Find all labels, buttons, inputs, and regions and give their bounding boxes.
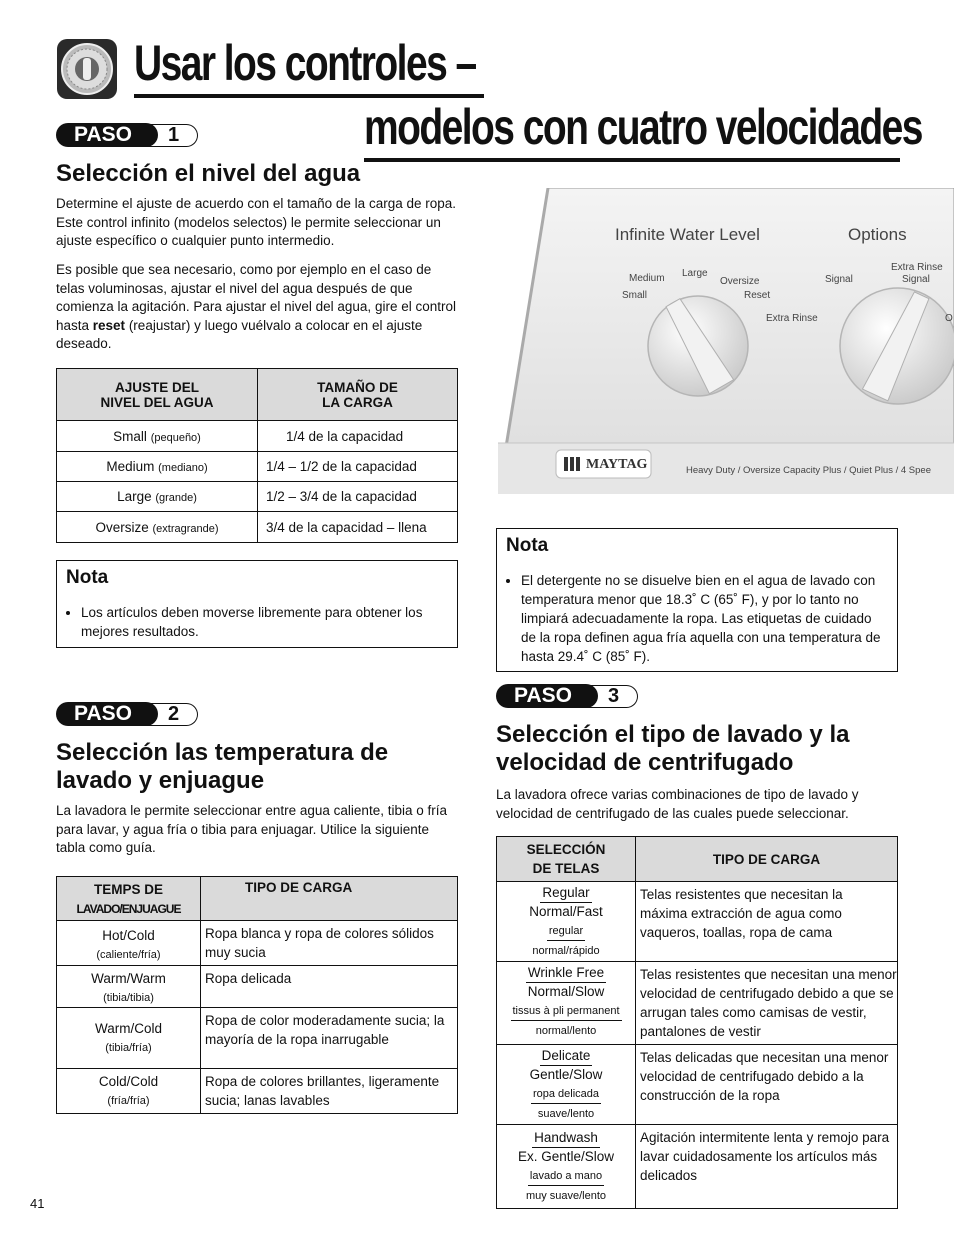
table-row: Medium (mediano) 1/4 – 1/2 de la capacidad xyxy=(57,452,458,482)
table-row: Small (pequeño) 1/4 de la capacidad xyxy=(57,421,458,452)
step1-para2 xyxy=(56,261,458,354)
temperature-table xyxy=(56,876,458,1114)
table-row: Large (grande) 1/2 – 3/4 de la capacidad xyxy=(57,482,458,512)
panel-label-extra-rinse: Extra Rinse xyxy=(766,313,818,324)
col-header-temps: TEMPS DE LAVADO/ENJUAGUE xyxy=(57,877,201,921)
table-row: Regular Normal/Fast regular normal/rápido Telas resistentes que necesitan la máxima extracción de agua como vaqueros, toallas, ropa de cama xyxy=(497,882,898,962)
panel-label-medium: Medium xyxy=(629,273,665,284)
note-box-temperature xyxy=(496,528,898,672)
step3-para: La lavadora ofrece varias combinaciones de tipo de lavado y velocidad de centrifugado de las cuales puede seleccionar. xyxy=(496,787,859,821)
paso-1-badge xyxy=(56,123,198,147)
paso-label: PASO xyxy=(496,684,586,708)
table-row: Delicate Gentle/Slow ropa delicada suave/lento Telas delicadas que necesitan una menor velocidad de centrifugado debido a la construcción de la ropa xyxy=(497,1045,898,1125)
step2-heading: Selección las temperatura de lavado y enjuague xyxy=(56,739,389,794)
table-row: Oversize (extragrande) 3/4 de la capacidad – llena xyxy=(57,512,458,543)
col-header-fabric: SELECCIÓN DE TELAS xyxy=(497,837,636,882)
paso-3-badge xyxy=(496,684,638,708)
wrinkle-free-load: Telas resistentes que necesitan una menor velocidad de centrifugado debido a que se arrugan tales como camisas de vestir, pantalones de vestir xyxy=(636,962,898,1045)
col-header-size: TAMAÑO DE LA CARGA xyxy=(258,369,458,421)
para2-text-b: (reajustar) y luego vuélvalo a colocar en el ajuste deseado. xyxy=(56,317,423,351)
paso-number: 2 xyxy=(146,703,198,726)
panel-label-large: Large xyxy=(682,268,708,279)
page-title-line2: modelos con cuatro velocidades xyxy=(364,99,922,155)
table-row: Hot/Cold (caliente/fría) Ropa blanca y ropa de colores sólidos muy sucia xyxy=(57,921,458,966)
step1-heading: Selección el nivel del agua xyxy=(56,160,361,187)
note-item: • El detergente no se disuelve bien en el agua de lavado con temperatura menor que 18.3˚ C (65˚ F), y por lo tanto no limpiará adecuadamente la ropa. Las etiquetas de cuidado de la ropa definen agua fría aquella con una temperatura de hasta 29.4˚ C (85˚ F). xyxy=(521,571,887,666)
dial-logo-icon xyxy=(56,38,118,100)
paso-label: PASO xyxy=(56,702,146,726)
step2-para: La lavadora le permite seleccionar entre agua caliente, tibia o fría para lavar, y agua fría o tibia para enjuagar. Utilice la siguiente tabla como guía. xyxy=(56,803,447,855)
panel-model-text: Heavy Duty / Oversize Capacity Plus / Quiet Plus / 4 Spee xyxy=(686,465,931,476)
step1-para1: Determine el ajuste de acuerdo con el tamaño de la carga de ropa. Este control infinito (modelos selectos) le permite seleccionar un ajuste específico o cualquier punto intermedio. xyxy=(56,196,456,248)
panel-options-title: Options xyxy=(848,225,907,244)
page-number: 41 xyxy=(30,1196,45,1211)
paso-number: 3 xyxy=(586,685,638,708)
water-level-table xyxy=(56,368,458,543)
panel-label-oversize: Oversize xyxy=(720,276,760,287)
paso-number: 1 xyxy=(146,124,198,147)
panel-label-extra-rinse-signal-2: Signal xyxy=(902,274,930,285)
para2-bold: reset xyxy=(92,317,126,333)
para2-text-a: Es posible que sea necesario, como por ejemplo en el caso de telas voluminosas, ajustar el nivel del agua después de que comienza la agitación. Para ajustar el nivel del agua, gire el control hasta xyxy=(56,262,456,333)
table-row: Wrinkle Free Normal/Slow tissus à pli permanent normal/lento Telas resistentes que necesitan una menor velocidad de centrifugado debido a que se arrugan tales como camisas de vestir, pantalones de vestir xyxy=(497,962,898,1045)
col-header-setting: AJUSTE DEL NIVEL DEL AGUA xyxy=(57,369,258,421)
panel-label-small: Small xyxy=(622,290,648,301)
note-box-step1 xyxy=(56,560,458,648)
table-row: Warm/Warm (tibia/tibia) Ropa delicada xyxy=(57,966,458,1008)
page-title-line1: Usar los controles – xyxy=(134,35,476,91)
table-row: Cold/Cold (fría/fría) Ropa de colores brillantes, ligeramente sucia; lanas lavables xyxy=(57,1069,458,1114)
panel-water-title: Infinite Water Level xyxy=(615,225,760,244)
panel-label-reset: Reset xyxy=(744,290,771,301)
col-header-load: TIPO DE CARGA xyxy=(636,837,898,882)
table-row: Handwash Ex. Gentle/Slow lavado a mano muy suave/lento Agitación intermitente lenta y remojo para lavar cuidadosamente los artículos más delicados xyxy=(497,1125,898,1209)
panel-label-extra-rinse-signal-1: Extra Rinse xyxy=(891,262,943,273)
title-rule-1 xyxy=(134,94,484,98)
paso-label: PASO xyxy=(56,123,146,147)
panel-label-signal: Signal xyxy=(825,274,853,285)
step3-heading: Selección el tipo de lavado y la velocidad de centrifugado xyxy=(496,721,850,776)
panel-label-off: O xyxy=(945,313,953,324)
note-title: Nota xyxy=(506,535,549,556)
table-row: Warm/Cold (tibia/fría) Ropa de color moderadamente sucia; la mayoría de la ropa inarrugable xyxy=(57,1008,458,1069)
col-header-load: TIPO DE CARGA xyxy=(201,877,458,921)
control-panel-illustration xyxy=(498,188,954,494)
note-item: • Los artículos deben moverse libremente para obtener los mejores resultados. xyxy=(81,603,447,641)
note-title: Nota xyxy=(66,567,109,588)
title-rule-2 xyxy=(364,158,900,162)
paso-2-badge xyxy=(56,702,198,726)
fabric-table xyxy=(496,836,898,1209)
maytag-logo: MAYTAG xyxy=(586,457,648,472)
